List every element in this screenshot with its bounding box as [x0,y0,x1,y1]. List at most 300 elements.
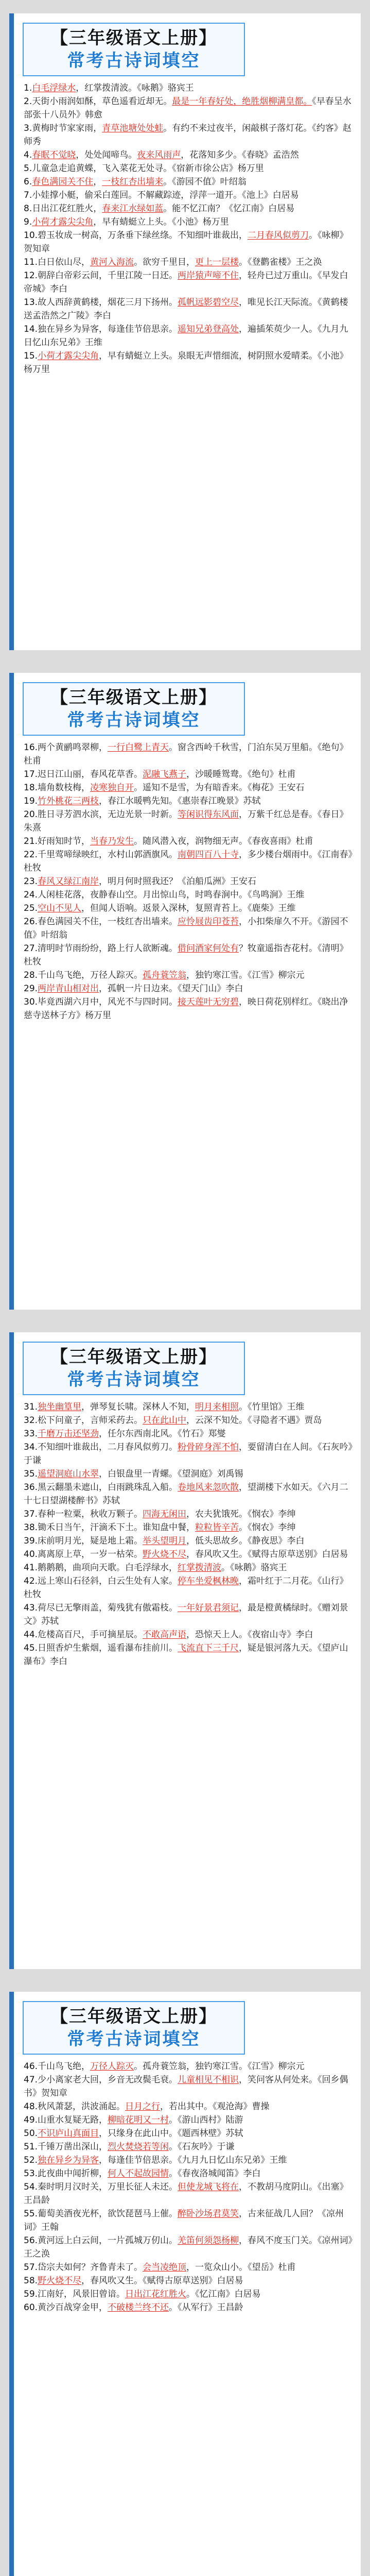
poem-text: ， [81,783,91,793]
poem-list [24,741,355,1022]
poem-item [24,1427,355,1440]
poem-item [24,942,355,969]
item-number: 33. [24,1429,38,1439]
item-number: 57. [24,2262,38,2273]
poem-text: 千山鸟飞绝 [38,970,82,980]
poem-text: 白日依山尽 [38,257,82,267]
answer-text: 醉卧沙场君莫笑 [178,2209,239,2219]
poem-text: ，春江水暖鸭先知。《惠崇春江晚景》苏轼 [99,796,261,806]
item-number: 7. [24,190,32,200]
item-number: 6. [24,177,32,187]
poem-text: ，风景旧曾谙。 [64,2289,126,2299]
item-number: 20. [24,809,38,820]
poem-text: 碧玉妆成一树高 [38,230,99,241]
poem-text: 。窗含西岭千秋雪，门泊东吴万里船。《绝句》杜甫 [24,742,348,766]
item-number: 12. [24,270,38,281]
item-number: 45. [24,1643,38,1653]
poem-text: 独在异乡为异客 [38,324,99,334]
answer-text: 春来江水绿如蓝 [102,204,164,214]
poem-text: 春色满园关不住 [38,917,99,927]
answer-text: 竹外桃花三两枝 [38,796,99,806]
item-number: 42. [24,1576,38,1586]
poem-text: ， [99,2168,108,2179]
item-number: 2. [24,96,32,107]
poem-text: ，洪波涌起。 [73,2102,126,2112]
worksheet-card [9,13,361,650]
poem-text: ，路上行人欲断魂。 [99,943,178,954]
poem-item [24,296,355,323]
answer-text: 春眠不觉晓 [32,150,76,160]
answer-text: 孤舟蓑笠翁 [143,970,187,980]
poem-text: 日照香炉生紫烟 [38,1643,99,1653]
answer-text: 会当凌绝顶 [143,2262,187,2273]
poem-item [24,2060,355,2073]
poem-text: 少小离家老大回 [38,2075,99,2085]
item-number: 27. [24,943,38,954]
answer-text: 独坐幽篁里 [38,1402,82,1412]
poem-item [24,1548,355,1561]
worksheet-card [9,1992,361,2576]
item-number: 28. [24,970,38,980]
poem-text: ，春风不度玉门关。《凉州词》王之涣 [24,2235,353,2259]
poem-item [24,2234,355,2261]
poem-text: ，乡音无改鬓毛衰。 [99,2075,178,2085]
answer-text: 南朝四百八十寺 [178,850,239,860]
answer-text: 二月春风似剪刀 [248,230,309,241]
poem-text: ，映日荷花别样红。《晓出净慈寺送林子方》杨万里 [24,997,348,1021]
answer-text: 柳暗花明又一村 [108,2115,169,2125]
poem-text: ，疑是银河落九天。《望庐山瀑布》李白 [24,1643,348,1667]
poem-text: ，古来征战几人回？《凉州词》王翰 [24,2209,344,2232]
item-number: 22. [24,850,38,860]
answer-text: 粒粒皆辛苦 [195,1522,239,1533]
item-number: 23. [24,876,38,887]
poem-text: ，汗滴禾下土。谁知盘中餐， [81,1522,196,1533]
poem-text: ，笑问客从何处来。《回乡偶书》贺知章 [24,2075,348,2098]
poem-item [24,794,355,808]
poem-text: 。《石灰吟》于谦 [169,2142,235,2152]
poem-text: 。能不忆江南？《忆江南》白居易 [163,204,295,214]
item-number: 41. [24,1563,38,1573]
worksheet-card [9,1332,361,1969]
poem-text: 。《竹里馆》王维 [239,1402,305,1412]
poem-text: 秦时明月汉时关 [38,2182,99,2192]
poem-text: ，农夫犹饿死。《悯农》李绅 [186,1509,296,1519]
poem-item [24,122,355,148]
poem-text: ，一览众山小。《望岳》杜甫 [186,2262,296,2273]
poem-item [24,781,355,794]
poem-text: 秋风萧瑟 [38,2102,73,2112]
answer-text: 接天莲叶无穷碧 [178,997,239,1007]
answer-text: 但使龙城飞将在 [178,2182,239,2192]
poem-text: ，水村山郭酒旗风。 [99,850,178,860]
poem-text: 小娃撑小艇 [32,190,76,200]
poem-item [24,768,355,781]
item-number: 38. [24,1522,38,1533]
poem-item [24,323,355,349]
item-number: 13. [24,297,38,308]
worksheet-card [9,673,361,1310]
poem-item [24,349,355,376]
item-number: 34. [24,1442,38,1452]
poem-item [24,1628,355,1641]
poem-item [24,915,355,942]
poem-text: ，白银盘里一青螺。《望洞庭》刘禹锡 [99,1469,243,1479]
answer-text: 四海无闲田 [143,1509,187,1519]
poem-text: ，无边光景一时新。 [99,809,178,820]
answer-text: 最是一年春好处，绝胜烟柳满皇都。 [172,96,312,107]
item-number: 46. [24,2061,38,2072]
poem-item [24,162,355,175]
item-number: 40. [24,1549,38,1560]
poem-text: ， [93,177,102,187]
poem-text: ，疑是地上霜。 [81,1536,143,1546]
item-number: 37. [24,1509,38,1519]
item-number: 14. [24,324,38,334]
poem-text: 春种一粒粟 [38,1509,82,1519]
answer-text: 野火烧不尽 [38,2276,82,2286]
poem-text: 儿童急走追黄蝶 [32,163,94,174]
answer-text: 卷地风来忽吹散 [178,1482,239,1493]
item-number: 58. [24,2276,38,2286]
poem-item [24,2127,355,2140]
poem-text: ，每逢佳节倍思亲。《九月九日忆山东兄弟》王维 [99,2155,287,2165]
worksheet-subtitle: 常考古诗词填空 [67,710,201,731]
item-number: 26. [24,917,38,927]
answer-text: 遥望洞庭山水翠 [38,1469,99,1479]
poem-text: 江南好 [38,2289,64,2299]
answer-text: 烈火焚烧若等闲 [108,2142,169,2152]
answer-text: 举头望明月 [143,1536,187,1546]
poem-item [24,2207,355,2234]
poem-text: 离离原上草 [38,1549,82,1560]
poem-text: ，明月何时照我还？《泊船瓜洲》王安石 [99,876,257,887]
grade-banner: 【三年级语文上册】 [50,28,217,48]
poem-item [24,875,355,888]
answer-text: 羌笛何须怨杨柳 [178,2235,239,2246]
item-number: 47. [24,2075,38,2085]
poem-text: ，独钓寒江雪。《江雪》柳宗元 [186,970,305,980]
poem-text: ，最是橙黄橘绿时。《赠刘景文》苏轼 [24,1603,348,1626]
item-number: 53. [24,2168,38,2179]
poem-item [24,848,355,875]
answer-text: 何人不起故园情 [108,2168,169,2179]
poem-text: ，烟花三月下扬州。 [99,297,178,308]
answer-text: 两岸青山相对出 [38,984,99,994]
poem-text: 。《登鹳雀楼》王之涣 [239,257,322,267]
answer-text: 空山不见人 [38,903,82,913]
poem-item [24,1521,355,1534]
item-number: 39. [24,1536,38,1546]
answer-text: 黄河入海流 [90,257,134,267]
poem-text: 好雨知时节 [38,836,82,846]
poem-text: 故人西辞黄鹤楼 [38,297,99,308]
poem-text: 黄沙百战穿金甲 [38,2302,99,2313]
poem-text: ， [81,836,91,846]
answer-text: 白毛浮绿水 [32,83,76,93]
poem-text: ，春风花草香。 [81,769,143,779]
poem-text: 。孤舟蓑笠翁，独钓寒江雪。《江雪》柳宗元 [134,2061,305,2072]
poem-text: 锄禾日当午 [38,1522,82,1533]
item-number: 17. [24,769,38,779]
item-number: 30. [24,997,38,1007]
poem-text: ，万径人踪灭。 [81,970,143,980]
poem-text: 朝辞白帝彩云间 [38,270,99,281]
answer-text: 不破楼兰终不还 [108,2302,169,2313]
poem-text: 远上寒山石径斜 [38,1576,99,1586]
item-number: 16. [24,742,38,753]
poem-item [24,1574,355,1601]
answer-text: 飞流直下三千尺 [178,1643,239,1653]
answer-text: 凌寒独自开 [90,783,134,793]
poem-text: ，曲项向天歌。白毛浮绿水， [64,1563,178,1573]
poem-text: ，手可摘星辰。 [81,1630,143,1640]
poem-item [24,2180,355,2207]
poem-text: ，只缘身在此山中。《题西林壁》苏轼 [99,2128,243,2139]
poem-item [24,2274,355,2287]
item-number: 29. [24,984,38,994]
poem-text: ，恐惊天上人。《夜宿山寺》李白 [186,1630,313,1640]
item-number: 55. [24,2209,38,2219]
answer-text: 不敢高声语 [143,1630,187,1640]
item-number: 1. [24,83,32,93]
poem-text: 《早春呈水部张十八员外》韩愈 [24,96,351,120]
poem-text: ，万条垂下绿丝绦。不知细叶谁裁出， [99,230,248,241]
item-number: 56. [24,2235,38,2246]
answer-text: 当春乃发生 [90,836,134,846]
poem-item [24,2287,355,2301]
item-number: 31. [24,1402,38,1412]
document-page [0,659,370,1319]
item-number: 48. [24,2102,38,2112]
poem-text: 千里莺啼绿映红 [38,850,99,860]
item-number: 15. [24,351,38,361]
poem-text: ，遍插茱萸少一人。《九月九日忆山东兄弟》王维 [24,324,348,348]
poem-text: 荷尽已无擎雨盖 [38,1603,99,1613]
worksheet-header [23,1342,245,1395]
poem-text: ，言师采药去。 [81,1415,143,1426]
poem-text: ，小扣柴扉久不开。《游园不值》叶绍翁 [24,917,348,940]
poem-text: ，云深不知处。《寻隐者不遇》贾岛 [186,1415,322,1426]
answer-text: 明月来相照 [195,1402,239,1412]
answer-text: 更上一层楼 [195,257,239,267]
poem-item [24,148,355,162]
worksheet-header [23,2001,245,2055]
poem-text: 鹅鹅鹅 [38,1563,64,1573]
document-page [0,1978,370,2576]
worksheet-subtitle: 常考古诗词填空 [67,1369,201,1390]
poem-text: ，花落知多少。《春晓》孟浩然 [181,150,299,160]
answer-text: 独在异乡为异客 [38,2155,99,2165]
poem-text: 日出江花红胜火 [32,204,94,214]
answer-text: 一枝红杏出墙来 [102,177,164,187]
poem-text: ， [93,204,102,214]
poem-text: ，低头思故乡。《静夜思》李白 [186,1536,305,1546]
poem-item [24,1534,355,1548]
poem-text: 毕竟西湖六月中 [38,997,99,1007]
poem-text: 葡萄美酒夜光杯 [38,2209,99,2219]
poem-item [24,1467,355,1481]
poem-text: ，沙暖睡鸳鸯。《绝句》杜甫 [186,769,296,779]
poem-text: ， [99,2142,108,2152]
poem-text: ？牧童遥指杏花村。《清明》杜牧 [24,943,348,967]
poem-text: 两个黄鹂鸣翠柳 [38,742,99,753]
answer-text: 日月之行 [125,2102,161,2112]
answer-text: 借问酒家何处有 [178,943,239,954]
answer-text: 只在此山中 [143,1415,187,1426]
poem-text: ，霜叶红于二月花。《山行》杜牧 [24,1576,348,1600]
answer-text: 小荷才露尖尖角 [38,351,99,361]
poem-text: ，二月春风似剪刀。 [99,1442,178,1452]
poem-text: ，唯见长江天际流。《黄鹤楼送孟浩然之广陵》李白 [24,297,348,321]
poem-text: ，万紫千红总是春。《春日》朱熹 [24,809,348,833]
item-number: 44. [24,1630,38,1640]
poem-text: 。《游山西村》陆游 [169,2115,243,2125]
poem-item [24,215,355,229]
poem-item [24,81,355,95]
poem-text: 松下问童子 [38,1415,82,1426]
poem-text: 不知细叶谁裁出 [38,1442,99,1452]
poem-text: ，春风吹又生。《赋得古原草送别》白居易 [186,1549,348,1560]
answer-text: 野火烧不尽 [143,1549,187,1560]
poem-text: 。遥知不是雪，为有暗香来。《梅花》王安石 [134,783,305,793]
poem-item [24,189,355,202]
item-number: 9. [24,217,32,227]
poem-text: 。有约不来过夜半，闲敲棋子落灯花。《约客》赵师秀 [24,123,351,147]
poem-text: ，千里江陵一日还。 [99,270,178,281]
poem-text: ，望湖楼下水如天。《六月二十七日望湖楼醉书》苏轼 [24,1482,348,1506]
grade-banner: 【三年级语文上册】 [50,1347,217,1367]
poem-text: ， [81,257,91,267]
poem-text: 。《春夜洛城闻笛》李白 [169,2168,261,2179]
poem-item [24,808,355,835]
poem-text: 墙角数枝梅 [38,783,82,793]
answer-text: 停车坐爱枫林晚 [178,1576,239,1586]
poem-text: ，一岁一枯荣。 [81,1549,143,1560]
poem-item [24,2073,355,2100]
poem-text: ，但闻人语响。返景入深林，复照青苔上。《鹿柴》王维 [81,903,296,913]
answer-text: 一年好景君须记 [178,1603,239,1613]
poem-text: 胜日寻芳泗水滨 [38,809,99,820]
answer-text: 不识庐山真面目 [38,2128,99,2139]
poem-text: ， [99,2302,108,2313]
poem-text: ，红掌拨清波。《咏鹅》骆宾王 [76,83,194,93]
poem-item [24,2167,355,2180]
poem-text: 。《忆江南》白居易 [186,2289,261,2299]
item-number: 10. [24,230,38,241]
poem-item [24,888,355,902]
poem-item [24,835,355,848]
poem-item [24,229,355,256]
poem-item [24,969,355,982]
poem-text: ， [99,742,108,753]
item-number: 4. [24,150,32,160]
poem-item [24,1507,355,1521]
poem-text: 千锤万凿出深山 [38,2142,99,2152]
poem-text: ，轻舟已过万重山。《早发白帝城》李白 [24,270,348,294]
answer-text: 千磨万击还坚劲 [38,1429,99,1439]
answer-text: 粉骨碎身浑不怕 [178,1442,239,1452]
poem-item [24,1561,355,1574]
worksheet-header [23,682,245,736]
poem-text: 天街小雨润如酥 [32,96,94,107]
poem-text: ，欲饮琵琶马上催。 [99,2209,178,2219]
grade-banner: 【三年级语文上册】 [50,2006,217,2027]
poem-text: ，不教胡马度阴山。《出塞》王昌龄 [24,2182,348,2206]
poem-item [24,741,355,768]
worksheet-header [23,23,245,76]
poem-text: 千山鸟飞绝 [38,2061,82,2072]
poem-text: ，万里长征人未还。 [99,2182,178,2192]
answer-text: 日出江花红胜火 [125,2289,187,2299]
poem-text: ，秋收万颗子。 [81,1509,143,1519]
answer-text: 万径人踪灭 [90,2061,134,2072]
answer-text: 泥融飞燕子 [143,769,187,779]
poem-text: 清明时节雨纷纷 [38,943,99,954]
answer-text: 儿童相见不相识 [178,2075,239,2085]
poem-text: 。《咏鹅》骆宾王 [221,1563,287,1573]
item-number: 18. [24,783,38,793]
poem-item [24,2261,355,2274]
poem-item [24,2301,355,2314]
poem-text: 。欲穷千里目， [134,257,196,267]
document-page [0,1319,370,1978]
poem-list [24,1400,355,1668]
item-number: 19. [24,796,38,806]
poem-text: ，每逢佳节倍思亲。 [99,324,178,334]
poem-text: ， [93,123,102,133]
item-number: 36. [24,1482,38,1493]
poem-item [24,1601,355,1628]
poem-text: 迟日江山丽 [38,769,82,779]
poem-item [24,995,355,1022]
poem-text: 人闲桂花落 [38,890,82,900]
answer-text: 青草池塘处处蛙 [102,123,164,133]
poem-item [24,982,355,995]
poem-text: 黄梅时节家家雨 [32,123,94,133]
item-number: 51. [24,2142,38,2152]
poem-text: ，偷采白莲回。不解藏踪迹，浮萍一道开。《池上》白居易 [76,190,299,200]
answer-text: 春色满园关不住 [32,177,94,187]
poem-text: ，风光不与四时同。 [99,997,178,1007]
poem-item [24,95,355,122]
poem-item [24,2100,355,2113]
poem-text: ，遥看瀑布挂前川。 [99,1643,178,1653]
answer-text: 孤帆远影碧空尽 [178,297,239,308]
poem-text: ，孤帆一片日边来。《望天门山》李白 [99,984,243,994]
poem-text: 。《悯农》李绅 [239,1522,296,1533]
item-number: 59. [24,2289,38,2299]
poem-text: 。随风潜入夜，润物细无声。《春夜喜雨》杜甫 [134,836,313,846]
poem-text: ，一枝红杏出墙来。 [99,917,178,927]
item-number: 5. [24,163,32,174]
poem-text: ， [99,2115,108,2125]
item-number: 25. [24,903,38,913]
poem-text: 岱宗夫如何 [38,2262,82,2273]
poem-text: ，要留清白在人间。《石灰吟》于谦 [24,1442,353,1466]
poem-text: ，弹琴复长啸。深林人不知， [81,1402,196,1412]
poem-item [24,202,355,215]
poem-text: ，白云生处有人家。 [99,1576,178,1586]
grade-banner: 【三年级语文上册】 [50,687,217,708]
answer-text: 一行白鹭上青天 [108,742,169,753]
item-number: 3. [24,123,32,133]
answer-text: 等闲识得东风面 [178,809,239,820]
poem-item [24,2113,355,2127]
poem-item [24,2140,355,2154]
poem-text: ，早有蜻蜓立上头。泉眼无声惜细流，树阴照水爱晴柔。《小池》杨万里 [24,351,348,375]
poem-text: ？齐鲁青未了。 [81,2262,143,2273]
